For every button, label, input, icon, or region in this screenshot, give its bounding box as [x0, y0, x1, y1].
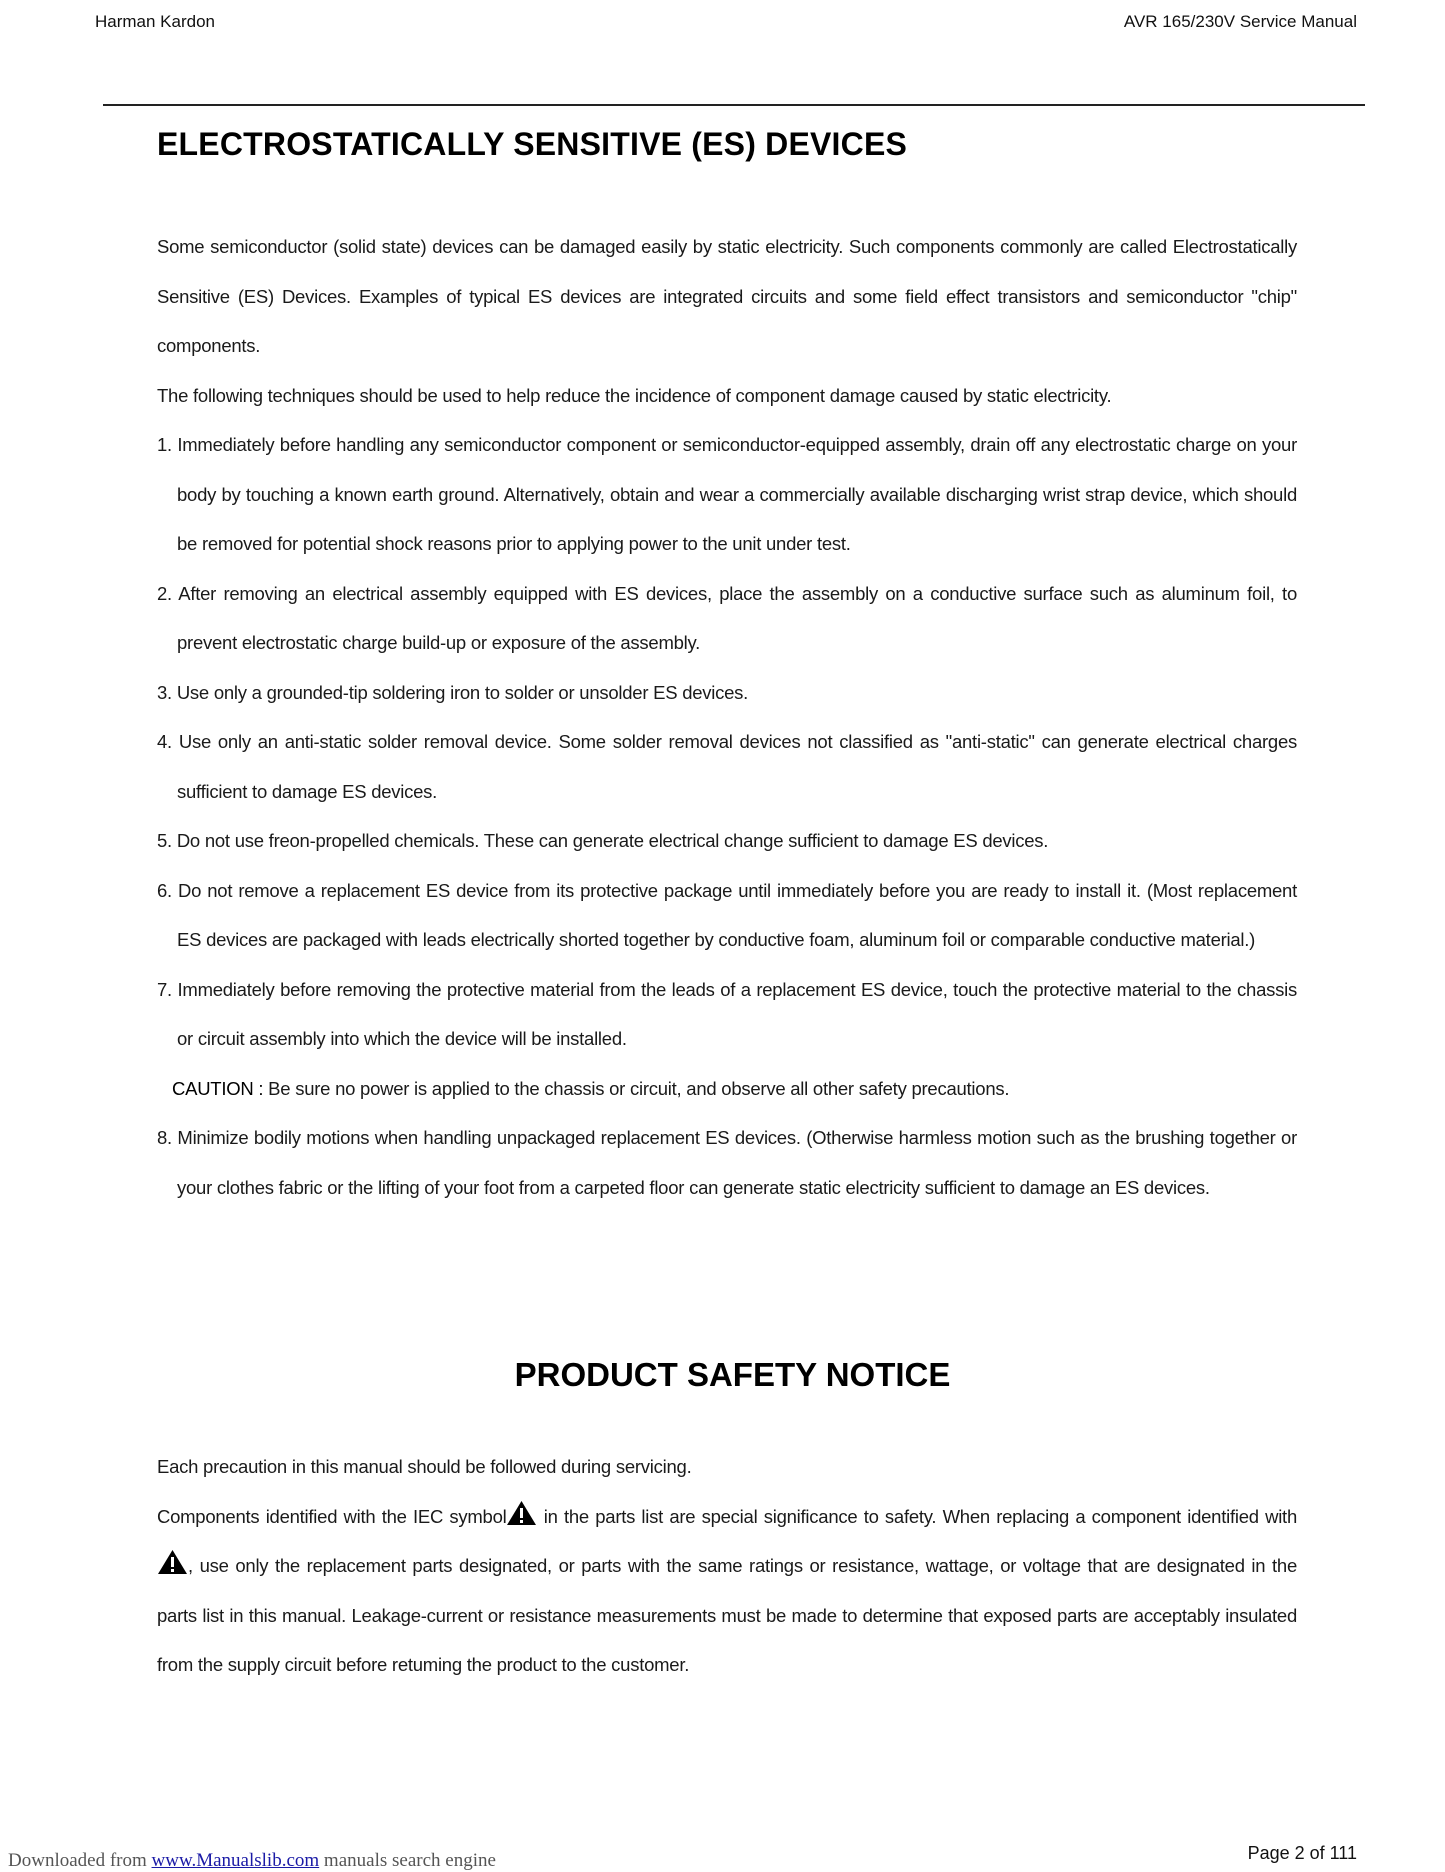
es-intro-paragraph: Some semiconductor (solid state) devices can be damaged easily by static electricity. Such components commonly are called Electrostatically Sensitive (ES) Devices. Examples of typical ES devices are integrated circuits and some field effect transistors and semiconductor "chip" components.: [157, 236, 1297, 356]
download-source: [8, 1850, 496, 1872]
safety-section-title: PRODUCT SAFETY NOTICE: [514, 1356, 951, 1393]
download-suffix: manuals search engine: [319, 1850, 496, 1871]
caution-text: Be sure no power is applied to the chassis or circuit, and observe all other safety precautions.: [263, 1077, 1010, 1099]
es-section-title: ELECTROSTATICALLY SENSITIVE (ES) DEVICES: [157, 126, 908, 162]
safety-text-part-3: , use only the replacement parts designated, or parts with the same ratings or resistance, wattage, or voltage that are designated in the parts list in this manual. Leakage-current or resistance measurements must be made to determine that exposed parts are acceptably insulated from the supply circuit before retuming the product to the customer.: [157, 1555, 1297, 1675]
safety-section-body: [157, 1442, 1297, 1690]
safety-text-part-1: Components identified with the IEC symbol: [157, 1505, 507, 1527]
list-item: 3. Use only a grounded-tip soldering iron to solder or unsolder ES devices.: [157, 681, 749, 703]
header-brand: Harman Kardon: [95, 12, 216, 31]
caution-label: CAUTION :: [172, 1077, 264, 1099]
list-item: 2. After removing an electrical assembly equipped with ES devices, place the assembly on a conductive surface such as aluminum foil, to prevent electrostatic charge build-up or exposure of the assembly.: [157, 582, 1297, 653]
warning-triangle-icon: [506, 1500, 537, 1526]
es-section-body: [157, 222, 1297, 1212]
list-item: 8. Minimize bodily motions when handling unpackaged replacement ES devices. (Otherwise harmless motion such as the brushing together or your clothes fabric or the lifting of your foot from a carpeted floor can generate static electricity sufficient to damage an ES devices.: [157, 1127, 1297, 1198]
list-item: 6. Do not remove a replacement ES device from its protective package until immediately before you are ready to install it. (Most replacement ES devices are packaged with leads electrically shorted together by conductive foam, aluminum foil or comparable conductive material.): [157, 879, 1297, 950]
list-item: 5. Do not use freon-propelled chemicals. These can generate electrical change sufficient to damage ES devices.: [157, 830, 1049, 851]
list-item: 4. Use only an anti-static solder removal device. Some solder removal devices not classified as "anti-static" can generate electrical charges sufficient to damage ES devices.: [157, 731, 1297, 802]
download-prefix: Downloaded from: [8, 1850, 152, 1871]
warning-triangle-icon: [157, 1549, 188, 1575]
list-item: 1. Immediately before handling any semiconductor component or semiconductor-equipped assembly, drain off any electrostatic charge on your body by touching a known earth ground. Alternatively, obtain and wear a commercially available discharging wrist strap device, which should be removed for potential shock reasons prior to applying power to the unit under test.: [157, 434, 1297, 554]
page-number: Page 2 of 111: [1247, 1843, 1357, 1863]
es-intro-techniques: The following techniques should be used to help reduce the incidence of component damage caused by static electricity.: [157, 384, 1112, 406]
safety-paragraph: [157, 1492, 1297, 1690]
header-manual-title: AVR 165/230V Service Manual: [1123, 12, 1357, 31]
es-precaution-list: [157, 420, 1297, 1212]
header-divider: [103, 104, 1365, 106]
safety-line-1: Each precaution in this manual should be followed during servicing.: [157, 1456, 692, 1477]
manualslib-link[interactable]: www.Manualslib.com: [151, 1850, 320, 1871]
caution-note: [157, 1064, 1297, 1114]
safety-text-part-2: in the parts list are special significance to safety. When replacing a component identified with: [537, 1505, 1297, 1527]
list-item: 7. Immediately before removing the protective material from the leads of a replacement ES device, touch the protective material to the chassis or circuit assembly into which the device will be installed.: [157, 978, 1297, 1049]
